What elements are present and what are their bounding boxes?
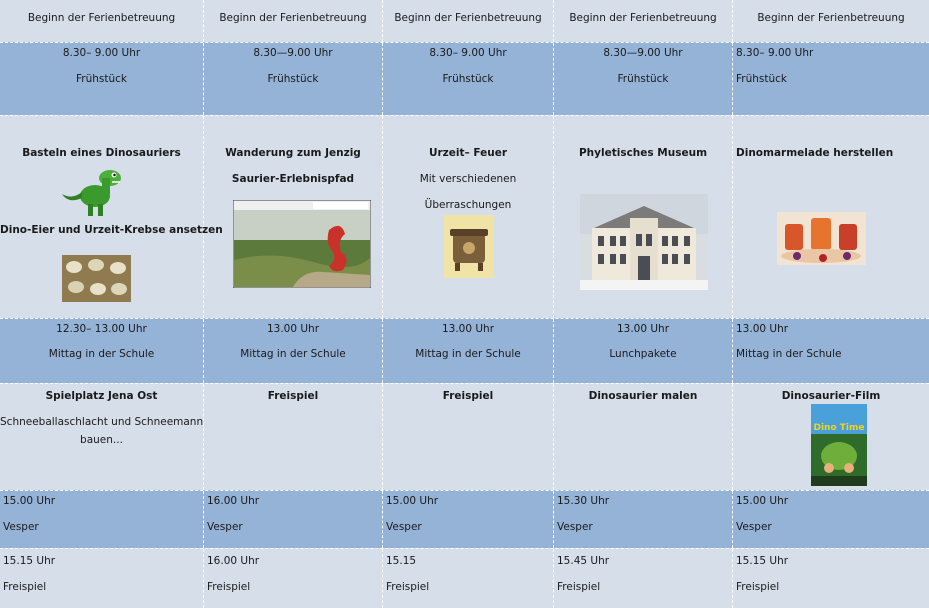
breakfast-label: Frühstück: [76, 73, 127, 85]
green-dinosaur-image: [60, 164, 130, 218]
start-label: Beginn der Ferienbetreuung: [219, 12, 367, 24]
lunch-label: Lunchpakete: [609, 348, 677, 360]
breakfast-label: Frühstück: [267, 73, 319, 85]
cell-start-mon: [0, 0, 204, 42]
start-label: Beginn der Ferienbetreuung: [27, 12, 176, 24]
cell-lunch-mon: [0, 319, 204, 383]
cell-vesper-mon: [0, 491, 204, 548]
cell-start-fri: [733, 0, 929, 42]
cell-lunch-wed: [383, 319, 554, 383]
cell-free-mon: [0, 549, 204, 608]
cell-start-wed: [383, 0, 554, 42]
cell-afternoon-tue: [204, 384, 383, 490]
landscape-dragon-image: [233, 200, 371, 288]
cell-breakfast-thu: [554, 43, 733, 115]
cell-start-thu: [554, 0, 733, 42]
vesper-time: 15.00 Uhr: [386, 495, 439, 507]
afternoon-title: Spielplatz Jena Ost: [45, 390, 158, 402]
cell-free-tue: [204, 549, 383, 608]
activity-title: Urzeit– Feuer: [428, 147, 508, 159]
row-free: [0, 548, 929, 608]
afternoon-line: bauen...: [80, 434, 123, 446]
cell-activity-fri: [733, 116, 929, 318]
activity-title: Wanderung zum Jenzig: [225, 147, 361, 159]
cell-activity-tue: [204, 116, 383, 318]
cell-activity-mon: [0, 116, 223, 318]
breakfast-time: 8.30– 9.00 Uhr: [62, 47, 141, 59]
cell-afternoon-mon: [0, 384, 204, 490]
cell-afternoon-thu: [554, 384, 733, 490]
row-activity: [0, 115, 929, 318]
lunch-label: Mittag in der Schule: [48, 348, 155, 360]
dino-eggs-image: [62, 255, 131, 302]
cell-lunch-tue: [204, 319, 383, 383]
lunch-time: 13.00 Uhr: [266, 323, 320, 335]
vesper-time: 15.00 Uhr: [736, 495, 789, 507]
vesper-label: Vesper: [3, 521, 39, 533]
activity-line: Überraschungen: [424, 199, 512, 211]
free-label: Freispiel: [386, 581, 430, 593]
cell-breakfast-mon: [0, 43, 204, 115]
vesper-label: Vesper: [557, 521, 593, 533]
free-label: Freispiel: [207, 581, 251, 593]
start-label: Beginn der Ferienbetreuung: [757, 12, 905, 24]
start-label: Beginn der Ferienbetreuung: [394, 12, 542, 24]
vesper-time: 15.00 Uhr: [3, 495, 56, 507]
poster-title: Dino Time: [813, 423, 865, 433]
fire-pot-image: [444, 215, 494, 278]
afternoon-title: Freispiel: [442, 390, 494, 402]
activity-title: Phyletisches Museum: [578, 147, 708, 159]
free-label: Freispiel: [557, 581, 601, 593]
breakfast-label: Frühstück: [736, 73, 787, 85]
breakfast-label: Frühstück: [442, 73, 494, 85]
free-time: 15.45 Uhr: [557, 555, 610, 567]
afternoon-line: Schneeballaschlacht und Schneemann: [0, 416, 204, 428]
lunch-time: 13.00 Uhr: [616, 323, 670, 335]
free-label: Freispiel: [3, 581, 47, 593]
activity-subtitle: Dino-Eier und Urzeit-Krebse ansetzen: [0, 224, 223, 236]
vesper-label: Vesper: [386, 521, 422, 533]
cell-breakfast-wed: [383, 43, 554, 115]
cell-activity-thu: [554, 116, 733, 318]
start-label: Beginn der Ferienbetreuung: [569, 12, 717, 24]
cell-vesper-thu: [554, 491, 733, 548]
jam-jars-image: [777, 212, 866, 265]
cell-lunch-fri: [733, 319, 929, 383]
cell-free-thu: [554, 549, 733, 608]
cell-free-wed: [383, 549, 554, 608]
cell-vesper-fri: [733, 491, 929, 548]
cell-breakfast-fri: [733, 43, 929, 115]
breakfast-time: 8.30—9.00 Uhr: [253, 47, 333, 59]
museum-building-image: [580, 194, 708, 290]
breakfast-time: 8.30—9.00 Uhr: [603, 47, 683, 59]
free-label: Freispiel: [736, 581, 780, 593]
activity-title: Basteln eines Dinosauriers: [22, 147, 181, 159]
lunch-time: 12.30– 13.00 Uhr: [56, 323, 147, 335]
vesper-time: 16.00 Uhr: [207, 495, 260, 507]
free-time: 15.15: [386, 555, 417, 567]
row-afternoon: [0, 383, 929, 490]
afternoon-title: Dinosaurier malen: [588, 390, 698, 402]
afternoon-title: Dinosaurier-Film: [781, 390, 881, 402]
free-time: 16.00 Uhr: [207, 555, 260, 567]
cell-activity-wed: [383, 116, 554, 318]
row-start: [0, 0, 929, 42]
vesper-label: Vesper: [207, 521, 243, 533]
lunch-time: 13.00 Uhr: [736, 323, 789, 335]
cell-vesper-tue: [204, 491, 383, 548]
free-time: 15.15 Uhr: [3, 555, 56, 567]
lunch-time: 13.00 Uhr: [441, 323, 495, 335]
vesper-label: Vesper: [736, 521, 772, 533]
lunch-label: Mittag in der Schule: [240, 348, 346, 360]
free-time: 15.15 Uhr: [736, 555, 789, 567]
lunch-label: Mittag in der Schule: [736, 348, 842, 360]
cell-lunch-thu: [554, 319, 733, 383]
cell-free-fri: [733, 549, 929, 608]
vesper-time: 15.30 Uhr: [557, 495, 610, 507]
breakfast-label: Frühstück: [617, 73, 669, 85]
cell-afternoon-fri: [733, 384, 929, 490]
lunch-label: Mittag in der Schule: [415, 348, 521, 360]
breakfast-time: 8.30– 9.00 Uhr: [429, 47, 507, 59]
cell-afternoon-wed: [383, 384, 554, 490]
afternoon-title: Freispiel: [267, 390, 319, 402]
breakfast-time: 8.30– 9.00 Uhr: [736, 47, 814, 59]
activity-subtitle: Saurier-Erlebnispfad: [231, 173, 355, 185]
cell-start-tue: [204, 0, 383, 42]
row-breakfast: [0, 42, 929, 115]
row-lunch: [0, 318, 929, 383]
row-vesper: [0, 490, 929, 548]
activity-line: Mit verschiedenen: [419, 173, 517, 185]
cell-breakfast-tue: [204, 43, 383, 115]
cell-vesper-wed: [383, 491, 554, 548]
movie-poster-image: [811, 404, 867, 486]
activity-title: Dinomarmelade herstellen: [736, 147, 894, 159]
